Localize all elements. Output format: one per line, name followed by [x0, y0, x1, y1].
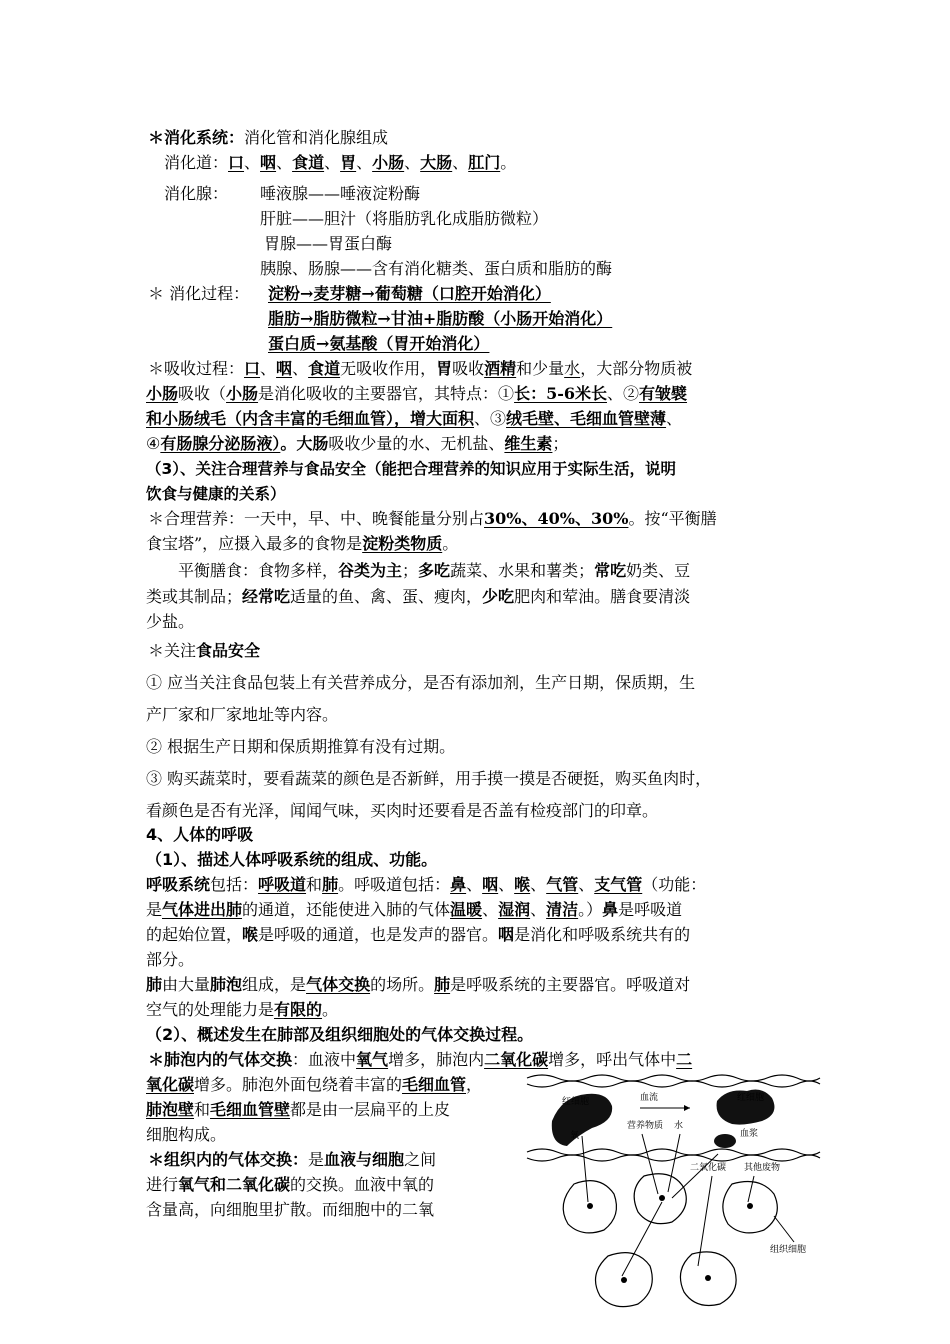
text: 水	[564, 359, 581, 378]
text: 有皱襞	[639, 384, 688, 403]
text: 鼻	[602, 900, 619, 919]
text: 、	[482, 900, 499, 919]
text: 气管	[546, 875, 579, 894]
text: 长：5-6米长	[514, 384, 607, 403]
text: 清洁	[546, 900, 579, 919]
organ-stomach: 胃	[340, 153, 357, 172]
gland-pancreas: 胰腺、肠腺——含有消化糖类、蛋白质和脂肪的酶	[260, 259, 613, 278]
label-rbc-right: 红细胞	[737, 1093, 765, 1103]
text: 气体交换	[306, 975, 371, 994]
text: 、	[530, 900, 547, 919]
tissue-line-2	[146, 1174, 434, 1196]
digestive-tract-line	[164, 152, 516, 174]
food-safety-item-1b: 产厂家和厂家地址等内容。	[146, 705, 339, 724]
text: 吸收（	[178, 384, 227, 403]
text: 少吃	[482, 587, 515, 606]
text: 由大量	[162, 975, 211, 994]
tissue-cell-2	[634, 1174, 686, 1224]
text: 氧气	[356, 1050, 389, 1069]
text: 、	[498, 875, 515, 894]
organ-large-intestine: 大肠	[420, 153, 453, 172]
text: 喉	[242, 925, 259, 944]
text: 肺	[322, 875, 339, 894]
text: 湿润	[498, 900, 531, 919]
red-blood-cell-small	[714, 1134, 736, 1148]
digestion-title-rest: 消化管和消化腺组成	[244, 128, 389, 147]
text: ＊	[148, 1050, 165, 1069]
text: 无吸收作用，	[340, 359, 437, 378]
gland-label: 消化腺：	[164, 184, 229, 203]
text: 进行	[146, 1175, 179, 1194]
text: 支气管	[594, 875, 643, 894]
text: 。）	[578, 900, 603, 919]
text: ④	[146, 434, 161, 453]
alveoli-line-4: 细胞构成。	[146, 1125, 227, 1144]
text: 蔬菜、水果和薯类；	[450, 561, 595, 580]
resp-p2-line-1	[146, 974, 690, 996]
respiration-sub-1: （1）、描述人体呼吸系统的组成、功能。	[146, 850, 438, 869]
organ-pharynx: 咽	[260, 153, 277, 172]
text: 和少量	[516, 359, 565, 378]
text: 二氧化碳	[484, 1050, 549, 1069]
text: 食道	[308, 359, 341, 378]
food-safety-title	[148, 640, 260, 662]
tissue-cell-4	[596, 1253, 653, 1307]
text: 淀粉类物质	[362, 534, 443, 553]
text: 食品安全	[196, 641, 261, 660]
text: 和	[306, 875, 323, 894]
bullet-mark: ＊	[148, 128, 165, 147]
text: 30%、40%、30%	[484, 509, 629, 528]
text: 、	[292, 359, 309, 378]
text: 氧化碳	[146, 1075, 195, 1094]
text: 温暖	[450, 900, 483, 919]
food-safety-item-3b: 看颜色是否有光泽，闻闻气味，买肉时还要看是否盖有检疫部门的印章。	[146, 801, 659, 820]
label-waste: 其他废物	[744, 1163, 781, 1173]
text: 胃	[436, 359, 453, 378]
text: 。按“平衡膳	[628, 509, 717, 528]
absorption-line-1	[148, 358, 692, 380]
text: 是消化和呼吸系统共有的	[514, 925, 691, 944]
text: 包括：	[210, 875, 259, 894]
resp-p1-line-1	[146, 874, 706, 896]
text: 是呼吸系统的主要器官。呼吸道对	[450, 975, 691, 994]
text: ＊合理营养：一天中，早、中、晚餐能量分别占	[148, 509, 485, 528]
absorption-line-3	[146, 408, 682, 430]
text: 肺泡壁	[146, 1100, 195, 1119]
text: ：血液中	[292, 1050, 357, 1069]
text: 、	[260, 359, 277, 378]
text: 是呼吸的通道，也是发声的器官。	[258, 925, 499, 944]
respiration-sub-2: （2）、概述发生在肺部及组织细胞处的气体交换过程。	[146, 1025, 534, 1044]
text: 组织内的气体交换：	[164, 1150, 309, 1169]
text: 的交换。血液中氧的	[290, 1175, 435, 1194]
nutrition-heading-2: 饮食与健康的关系）	[146, 485, 286, 503]
resp-p1-line-3	[146, 924, 690, 946]
process-fat: 脂肪→脂肪微粒→甘油+脂肪酸（小肠开始消化）	[268, 309, 613, 328]
text: 是消化吸收的主要器官，其特点：①	[258, 384, 515, 403]
text: 小肠	[226, 384, 259, 403]
text: 是	[308, 1150, 325, 1169]
text: 喉	[514, 875, 531, 894]
text: 咽	[498, 925, 515, 944]
label-water: 水	[674, 1121, 684, 1131]
text: ＊	[148, 1150, 165, 1169]
process-label: ＊ 消化过程：	[148, 284, 250, 303]
text: 经常吃	[242, 587, 291, 606]
gland-salivary: 唾液腺——唾液淀粉酶	[260, 184, 421, 203]
tissue-cell-5	[680, 1252, 736, 1306]
label-plasma: 血浆	[740, 1129, 759, 1139]
text: 。	[442, 534, 459, 553]
sep: 、	[452, 153, 469, 172]
digestion-title-line	[148, 127, 388, 149]
nutrition-line-5: 少盐。	[146, 612, 195, 631]
text: 肺	[434, 975, 451, 994]
text: 之间	[404, 1150, 437, 1169]
text: 。	[322, 1000, 339, 1019]
text: ＊吸收过程：	[148, 359, 245, 378]
text: 维生素	[504, 434, 553, 453]
text: 常吃	[594, 561, 627, 580]
nutrition-line-2	[146, 533, 458, 555]
text: 都是由一层扁平的上皮	[290, 1100, 451, 1119]
text: 毛细血管壁	[210, 1100, 291, 1119]
food-safety-item-2: ② 根据生产日期和保质期推算有没有过期。	[146, 737, 456, 756]
organ-mouth: 口	[228, 153, 245, 172]
text: 有肠腺分泌肠液）	[160, 434, 281, 453]
nutrition-line-3	[178, 560, 690, 582]
text: 增多，呼出气体中	[548, 1050, 677, 1069]
text: 。	[280, 434, 297, 453]
text: 氧气和二氧化碳	[178, 1175, 291, 1194]
text: 增多，肺泡内	[388, 1050, 485, 1069]
text: 。呼吸道包括：	[338, 875, 451, 894]
process-starch: 淀粉→麦芽糖→葡萄糖（口腔开始消化）	[268, 284, 551, 303]
text: 小肠	[146, 384, 179, 403]
process-protein: 蛋白质→氨基酸（胃开始消化）	[268, 334, 490, 353]
gland-liver: 肝脏——胆汁（将脂肪乳化成脂肪微粒）	[260, 209, 549, 228]
capillary-wall-bottom	[527, 1149, 820, 1161]
text: 奶类、豆	[626, 561, 691, 580]
text: 大肠	[296, 434, 329, 453]
text: 二	[676, 1050, 693, 1069]
text: 血液与细胞	[324, 1150, 405, 1169]
tissue-line-1	[148, 1149, 436, 1171]
text: 咽	[482, 875, 499, 894]
text: 空气的处理能力是	[146, 1000, 275, 1019]
text: 、	[466, 875, 483, 894]
text: ；	[552, 434, 569, 453]
text: 气体进出肺	[162, 900, 243, 919]
text: 呼吸道	[258, 875, 307, 894]
nutrition-line-1	[148, 508, 717, 530]
sep: 、	[324, 153, 341, 172]
sep: 、	[356, 153, 373, 172]
text: 多吃	[418, 561, 451, 580]
text: 毛细血管	[402, 1075, 467, 1094]
text: 肺	[146, 975, 163, 994]
gland-gastric: 胃腺——胃蛋白酶	[264, 234, 393, 253]
text: 食宝塔”，应摄入最多的食物是	[146, 534, 363, 553]
flow-arrow-head	[684, 1105, 690, 1111]
text: 、	[666, 409, 683, 428]
text: 的起始位置，	[146, 925, 243, 944]
text: 吸收	[452, 359, 485, 378]
text: 和	[194, 1100, 211, 1119]
label-rbc-left: 红细胞	[562, 1097, 590, 1107]
tissue-cell-3	[723, 1182, 777, 1233]
organ-anus: 肛门	[468, 153, 501, 172]
text: 、③	[474, 409, 507, 428]
text: 口	[244, 359, 261, 378]
nutrition-heading-1: （3）、关注合理营养与食品安全（能把合理营养的知识应用于实际生活，说明	[146, 460, 677, 478]
alveoli-line-3	[146, 1099, 450, 1121]
label-tissue-cell: 组织细胞	[770, 1245, 807, 1255]
text: （功能：	[642, 875, 707, 894]
text: 平衡膳食：食物多样，	[178, 561, 339, 580]
text: 、	[578, 875, 595, 894]
resp-p1-line-2	[146, 899, 682, 921]
food-safety-item-1a: ① 应当关注食品包装上有关营养成分，是否有添加剂，生产日期，保质期，生	[146, 673, 696, 692]
text: 肥肉和荤油。膳食要清淡	[514, 587, 691, 606]
text: 适量的鱼、禽、蛋、瘦肉，	[290, 587, 483, 606]
text: 绒毛壁、毛细血管壁薄	[506, 409, 667, 428]
text: 鼻	[450, 875, 467, 894]
absorption-line-4	[146, 433, 568, 455]
sep: 、	[276, 153, 293, 172]
label-oxygen: 氧	[570, 1131, 580, 1141]
sep: 、	[404, 153, 421, 172]
period: 。	[500, 153, 517, 172]
respiration-section-title: 4、人体的呼吸	[146, 825, 254, 844]
text: 是呼吸道	[618, 900, 683, 919]
organ-small-intestine: 小肠	[372, 153, 405, 172]
text: 类或其制品；	[146, 587, 243, 606]
text: 和小肠绒毛（内含丰富的毛细血管），增大面积	[146, 409, 475, 428]
sep: 、	[244, 153, 261, 172]
text: 的通道，还能使进入肺的气体	[242, 900, 451, 919]
text: 有限的	[274, 1000, 323, 1019]
capillary-tissue-diagram	[522, 1066, 822, 1331]
resp-p2-line-2	[146, 999, 338, 1021]
text: 肺泡	[210, 975, 243, 994]
tissue-line-3: 含量高，向细胞里扩散。而细胞中的二氧	[146, 1200, 435, 1219]
text: 、②	[606, 384, 639, 403]
text: 组成，是	[242, 975, 307, 994]
label-nutrients: 营养物质	[627, 1121, 664, 1131]
digestion-title: 消化系统：	[164, 128, 245, 147]
text: 、	[530, 875, 547, 894]
label-co2: 二氧化碳	[690, 1163, 727, 1173]
capillary-wall-top	[527, 1075, 820, 1087]
tract-label: 消化道：	[164, 153, 229, 172]
text: ，大部分物质被	[580, 359, 693, 378]
text: 的场所。	[370, 975, 435, 994]
organ-esophagus: 食道	[292, 153, 325, 172]
text: ，	[466, 1075, 483, 1094]
text: 咽	[276, 359, 293, 378]
text: 肺泡内的气体交换	[164, 1050, 293, 1069]
text: 是	[146, 900, 163, 919]
alveoli-line-2	[146, 1074, 482, 1096]
label-blood-flow: 血流	[640, 1093, 659, 1103]
absorption-line-2	[146, 383, 687, 405]
nutrition-line-4	[146, 586, 690, 608]
food-safety-item-3a: ③ 购买蔬菜时，要看蔬菜的颜色是否新鲜，用手摸一摸是否硬挺，购买鱼肉时，	[146, 769, 712, 788]
text: 增多。肺泡外面包绕着丰富的	[194, 1075, 403, 1094]
resp-p1-line-4: 部分。	[146, 950, 195, 969]
text: 酒精	[484, 359, 517, 378]
text: 吸收少量的水、无机盐、	[328, 434, 505, 453]
text: ＊关注	[148, 641, 197, 660]
text: ；	[402, 561, 419, 580]
tissue-cell-1	[563, 1181, 616, 1233]
text: 谷类为主	[338, 561, 403, 580]
text: 呼吸系统	[146, 875, 211, 894]
